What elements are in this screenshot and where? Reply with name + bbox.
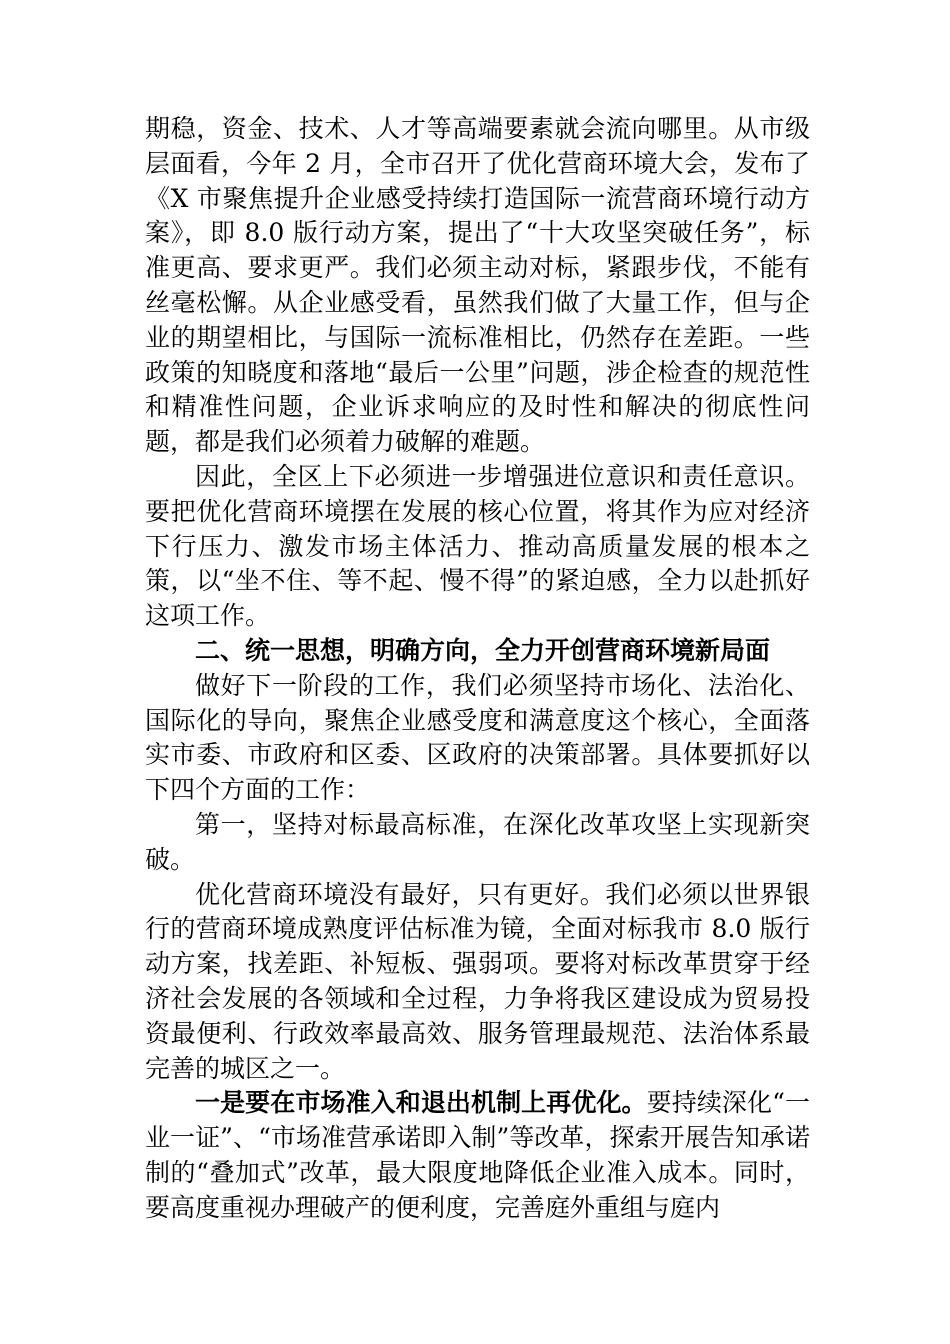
paragraph-lead-body: 要持续深化“一业一证”、“市场准营承诺即入制”等改革，探索开展告知承诺制的“叠加式”改革，最大限度地降低企业准入成本。同时，要高度重视办理破产的便利度，完善庭外重组与庭内 bbox=[145, 1088, 810, 1222]
paragraph-lead-bold: 一是要在市场准入和退出机制上再优化。 bbox=[195, 1088, 647, 1118]
paragraph-market-access bbox=[145, 1086, 810, 1225]
paragraph-therefore: 因此，全区上下必须进一步增强进位意识和责任意识。要把优化营商环境摆在发展的核心位置，将其作为应对经济下行压力、激发市场主体活力、推动高质量发展的根本之策，以“坐不住、等不起、慢不得”的紧迫感，全力以赴抓好这项工作。 bbox=[145, 461, 810, 631]
paragraph-next-stage: 做好下一阶段的工作，我们必须坚持市场化、法治化、国际化的导向，聚焦企业感受度和满意度这个核心，全面落实市委、市政府和区委、区政府的决策部署。具体要抓好以下四个方面的工作： bbox=[145, 670, 810, 805]
paragraph-continued-intro: 期稳，资金、技术、人才等高端要素就会流向哪里。从市级层面看，今年 2 月，全市召开了优化营商环境大会，发布了《X 市聚焦提升企业感受持续打造国际一流营商环境行动方案》，即 8.0 版行动方案，提出了“十大攻坚突破任务”，标准更高、要求更严。我们必须主动对标，紧跟步伐，不能有丝毫松懈。从企业感受看，虽然我们做了大量工作，但与企业的期望相比，与国际一流标准相比，仍然存在差距。一些政策的知晓度和落地“最后一公里”问题，涉企检查的规范性和精准性问题，企业诉求响应的及时性和解决的彻底性问题，都是我们必须着力破解的难题。 bbox=[145, 114, 810, 457]
paragraph-optimize: 优化营商环境没有最好，只有更好。我们必须以世界银行的营商环境成熟度评估标准为镜，全面对标我市 8.0 版行动方案，找差距、补短板、强弱项。要将对标改革贯穿于经济社会发展的各领域和全过程，力争将我区建设成为贸易投资最便利、行政效率最高效、服务管理最规范、法治体系最完善的城区之一。 bbox=[145, 879, 810, 1083]
section-heading-2: 二、统一思想，明确方向，全力开创营商环境新局面 bbox=[195, 635, 771, 665]
paragraph-first-point: 第一，坚持对标最高标准，在深化改革攻坚上实现新突破。 bbox=[145, 809, 810, 874]
document-page bbox=[145, 112, 810, 1226]
